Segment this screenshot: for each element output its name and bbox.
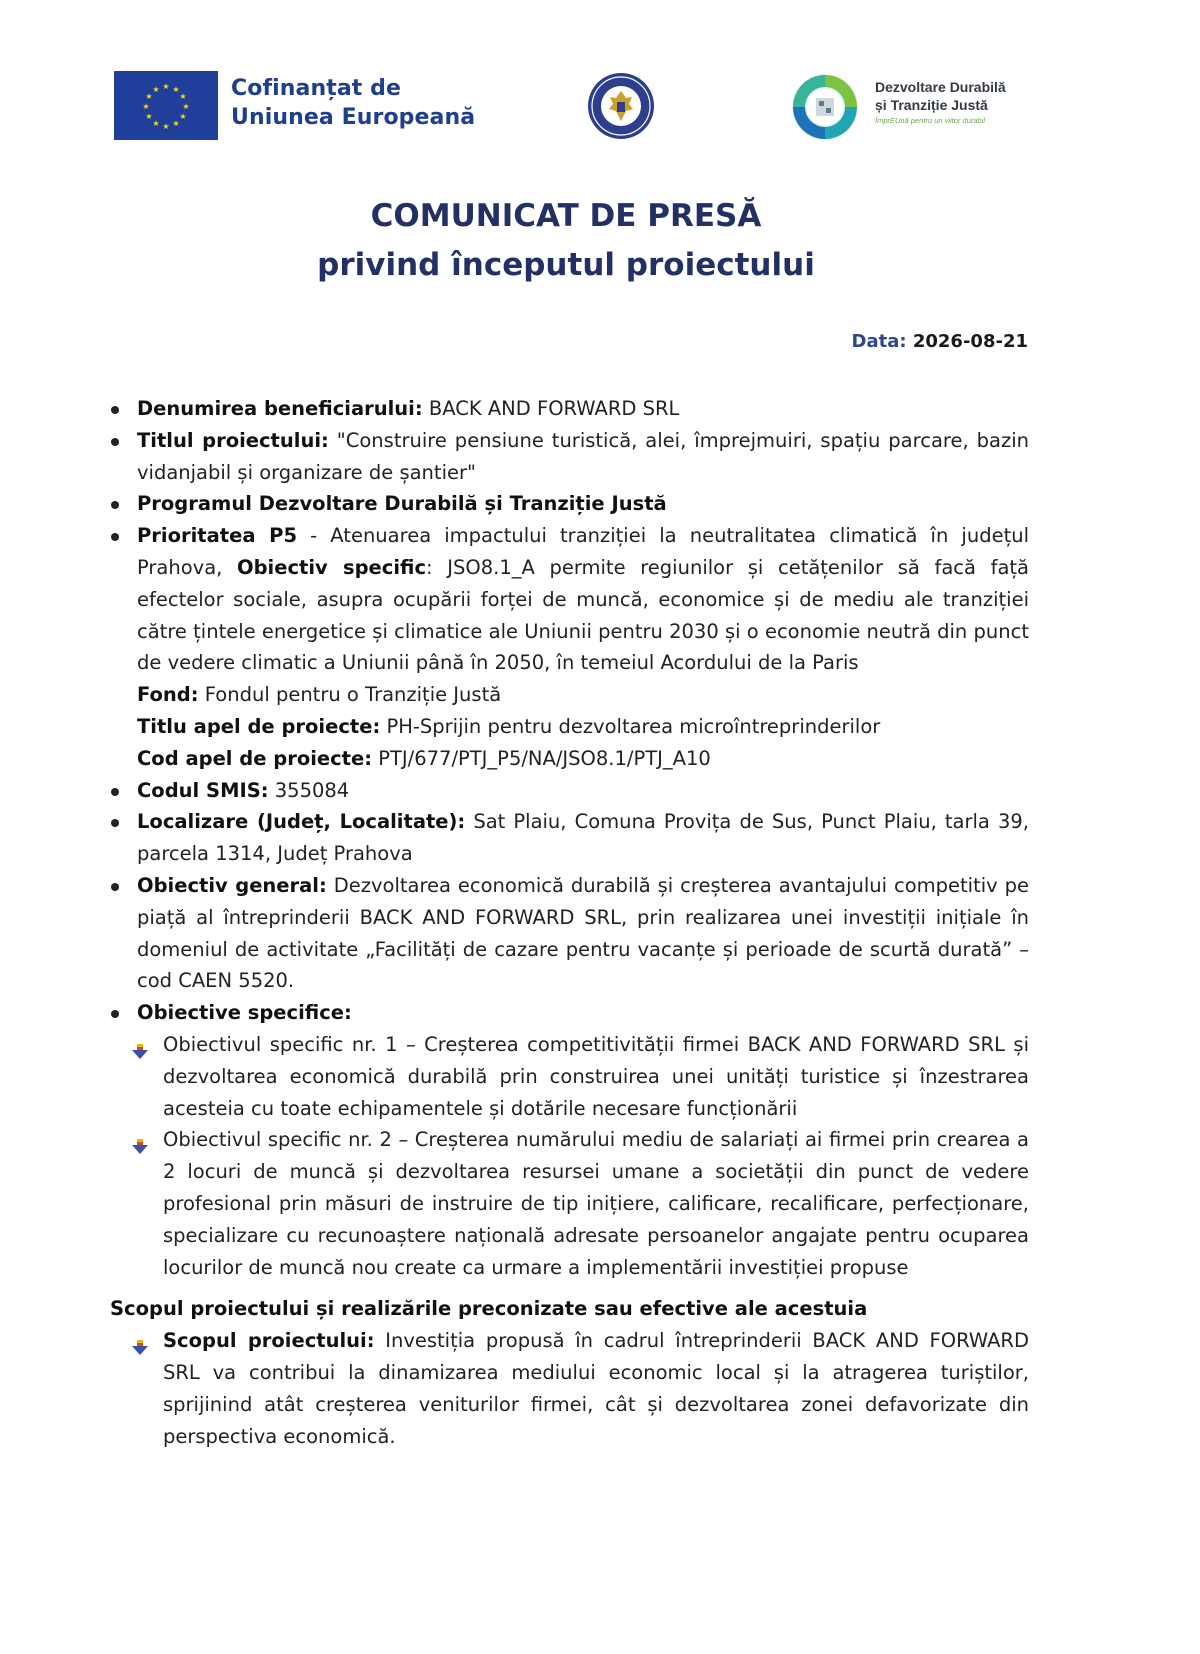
- scope-value: Investiția propusă în cadrul întreprinderii BACK AND FORWARD SRL va contribui la dinamizarea mediului economic local și la atragerea turiștilor, sprijinind atât creșterea veniturilor firmei, cât și dezvoltarea zonei defavorizate din perspectiva economică.: [163, 1329, 1029, 1448]
- list-item: [106, 711, 1029, 743]
- list-item: [106, 488, 1029, 520]
- list-item: [126, 1325, 1029, 1452]
- call-code-label: Cod apel de proiecte:: [137, 746, 373, 770]
- specific-objective-label: Obiectiv specific: [237, 555, 427, 579]
- beneficiary-value: BACK AND FORWARD SRL: [422, 397, 680, 420]
- svg-text:★: ★: [162, 122, 170, 131]
- svg-text:★: ★: [152, 85, 160, 94]
- arrow-down-bullet-icon: [131, 1038, 149, 1054]
- eu-line-1: Cofinanțat de: [231, 76, 402, 101]
- document-title: COMUNICAT DE PRESĂ: [370, 198, 762, 234]
- specific-objective-value: : JSO8.1_A permite regiunilor și cetățenilor să facă față efectelor sociale, asupra ocupării forței de muncă, economice și de mediu ale tranziției către țintele energetice și climatice ale Uniunii pentru 2030 și o economie neutră din punct de vedere climatic a Uniunii până în 2050, în temeiul Acordului de la Paris: [137, 555, 1030, 675]
- eu-cofinanced-text: [231, 74, 475, 132]
- specific-objective-1: Obiectivul specific nr. 1 – Creșterea competitivității firmei BACK AND FORWARD SRL și dezvoltarea economică durabilă prin construirea unei unități turistice și înzestrarea acesteia cu toate echipamentele și dotările necesare funcționării: [163, 1032, 1029, 1120]
- arrow-down-bullet-icon: [131, 1133, 149, 1149]
- smis-code-value: 355084: [268, 778, 350, 802]
- list-item: [126, 1124, 1029, 1283]
- list-item: [106, 425, 1029, 489]
- document-subtitle: privind începutul proiectului: [317, 247, 815, 283]
- beneficiary-label: Denumirea beneficiarului:: [137, 397, 423, 420]
- call-code-value: PTJ/677/PTJ_P5/NA/JSO8.1/PTJ_A10: [372, 746, 711, 770]
- project-title-value: "Construire pensiune turistică, alei, împrejmuiri, spațiu parcare, bazin vidanjabil și organizare de șantier": [137, 428, 1029, 484]
- romanian-government-seal-icon: [586, 71, 656, 141]
- document-body: [106, 393, 1029, 1452]
- project-title-label: Titlul proiectului:: [137, 428, 329, 452]
- call-title-label: Titlu apel de proiecte:: [137, 714, 381, 738]
- arrow-down-bullet-icon: [131, 1334, 149, 1350]
- list-item: [106, 870, 1029, 997]
- fund-label: Fond:: [137, 683, 199, 707]
- svg-text:★: ★: [162, 82, 170, 91]
- eu-flag-logo: [114, 71, 218, 140]
- scope-section-heading: Scopul proiectului și realizările preconizate sau efective ale acestuia: [110, 1297, 868, 1321]
- scope-label: Scopul proiectului:: [163, 1329, 375, 1353]
- svg-text:★: ★: [172, 119, 180, 128]
- ddtj-line-2: și Tranziție Justă: [875, 97, 988, 113]
- program-name: Programul Dezvoltare Durabilă și Tranziție Justă: [137, 492, 667, 516]
- location-value: Sat Plaiu, Comuna Provița de Sus, Punct Plaiu, tarla 39, parcela 1314, Județ Prahova: [137, 810, 1029, 866]
- general-objective-label: Obiectiv general:: [137, 873, 327, 897]
- list-item: [106, 679, 1029, 711]
- scope-list: [126, 1325, 1029, 1452]
- svg-text:★: ★: [182, 102, 190, 111]
- list-item: [106, 520, 1029, 679]
- press-release-date: [852, 331, 1028, 352]
- svg-text:★: ★: [145, 112, 153, 121]
- date-value: 2026-08-21: [912, 331, 1028, 352]
- list-item: [106, 806, 1029, 870]
- specific-objectives-label: Obiective specifice:: [137, 1001, 352, 1025]
- fund-value: Fondul pentru o Tranziție Justă: [198, 683, 502, 707]
- svg-text:★: ★: [179, 92, 187, 101]
- list-item: [126, 1029, 1029, 1124]
- general-objective-value: Dezvoltarea economică durabilă și creșterea avantajului competitiv pe piață al întreprinderii BACK AND FORWARD SRL, prin realizarea unei investiții inițiale în domeniul de activitate „Facilități de cazare pentru vacanțe și perioade de scurtă durată” – cod CAEN 5520.: [137, 873, 1029, 993]
- date-label: Data:: [851, 331, 907, 352]
- svg-text:★: ★: [142, 102, 150, 111]
- svg-text:★: ★: [179, 112, 187, 121]
- ddtj-program-logo-icon: [790, 72, 860, 142]
- svg-text:★: ★: [152, 119, 160, 128]
- list-item: [106, 393, 1029, 425]
- priority-value: - Atenuarea impactului tranziției la neutralitatea climatică în județul Prahova,: [137, 524, 1030, 579]
- location-label: Localizare (Județ, Localitate):: [137, 810, 466, 834]
- list-item: [106, 997, 1029, 1029]
- list-item: [106, 743, 1029, 775]
- ddtj-line-1: Dezvoltare Durabilă: [875, 79, 1006, 95]
- svg-text:★: ★: [145, 92, 153, 101]
- ddtj-tagline: ÎmprEUnă pentru un viitor durabil: [875, 116, 986, 125]
- ddtj-program-text: [875, 78, 1006, 125]
- specific-objective-2: Obiectivul specific nr. 2 – Creșterea numărului mediu de salariați ai firmei prin crearea a 2 locuri de muncă și dezvoltarea resursei umane a societății din punct de vedere profesional prin măsuri de instruire de tip inițiere, calificare, recalificare, perfecționare, specializare cu recunoaștere națională adresate persoanelor angajate pentru ocuparea locurilor de muncă nou create ca urmare a implementării investiției propuse: [163, 1128, 1029, 1279]
- priority-label: Prioritatea P5: [137, 524, 298, 548]
- project-details-list: [106, 393, 1029, 1029]
- call-title-value: PH-Sprijin pentru dezvoltarea microîntreprinderilor: [380, 714, 881, 738]
- list-item: [106, 775, 1029, 807]
- smis-code-label: Codul SMIS:: [137, 778, 269, 802]
- eu-line-2: Uniunea Europeană: [231, 105, 476, 130]
- svg-text:★: ★: [172, 85, 180, 94]
- specific-objectives-list: [126, 1029, 1029, 1283]
